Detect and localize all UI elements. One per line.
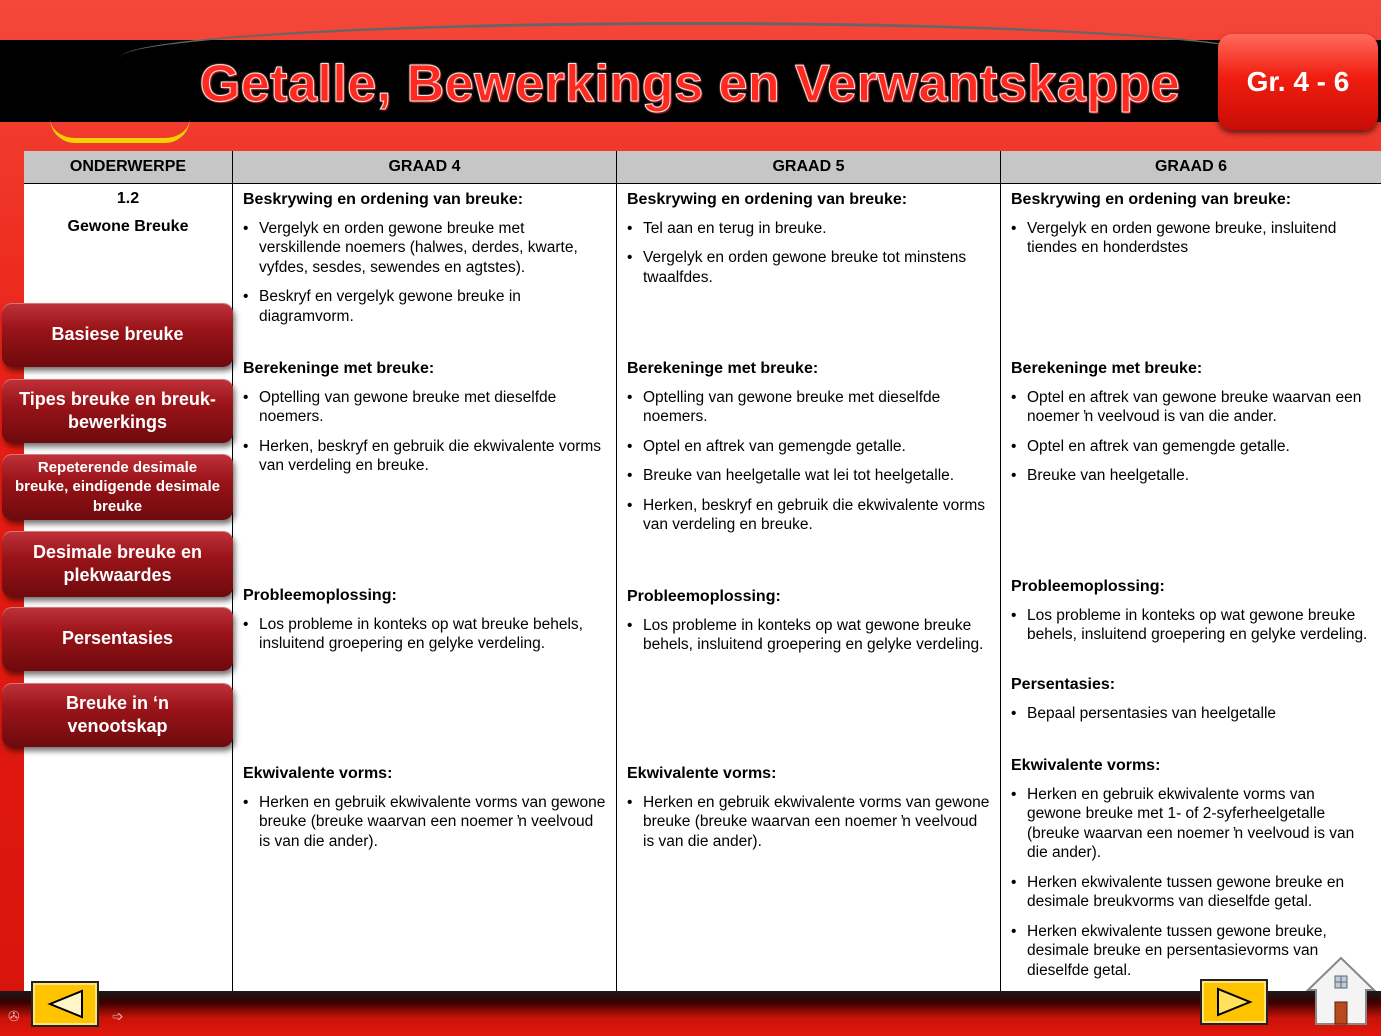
list-item: • Herken, beskryf en gebruik die ekwivalente vorms van verdeling en breuke. [627,496,992,535]
list-item: • Los probleme in konteks op wat gewone breuke behels, insluitend groepering en gelyke verdeling. [1011,606,1373,645]
list-item: • Bepaal persentasies van heelgetalle [1011,704,1373,724]
home-button[interactable] [1304,952,1378,1028]
section-title: Probleemoplossing: [243,587,397,604]
list-item: • Herken en gebruik ekwivalente vorms van gewone breuke (breuke waarvan een noemer ŉ veelvoud is van die ander). [243,793,608,852]
list-item: • Los probleme in konteks op wat breuke behels, insluitend groepering en gelyke verdeling. [243,615,608,654]
grade5-section-equivalent-forms [627,764,992,861]
list-item: • Tel aan en terug in breuke. [627,219,992,239]
grade5-section-calculations [627,359,992,545]
bottom-bar [0,991,1381,1036]
column-header-grade4: GRAAD 4 [233,151,616,184]
small-arrow-icon: ➩ [112,1008,124,1024]
section-title: Ekwivalente vorms: [1011,757,1161,774]
column-header-topics: ONDERWERPE [24,151,232,184]
column-header-grade5: GRAAD 5 [617,151,1000,184]
list-item: • Beskryf en vergelyk gewone breuke in diagramvorm. [243,287,608,326]
section-title: Persentasies: [1011,676,1116,693]
nav-button-breuke-venootskap[interactable]: Breuke in ‘n venootskap [2,683,233,747]
section-title: Beskrywing en ordening van breuke: [627,191,908,208]
list-item: • Optel en aftrek van gemengde getalle. [1011,437,1373,457]
section-title: Ekwivalente vorms: [627,765,777,782]
forward-button[interactable] [1200,979,1268,1025]
list-item: • Optel en aftrek van gemengde getalle. [627,437,992,457]
grade6-section-description [1011,190,1373,268]
back-button[interactable] [31,981,99,1027]
column-header-grade6: GRAAD 6 [1001,151,1381,184]
grade6-section-calculations [1011,359,1373,496]
list-item: • Herken ekwivalente tussen gewone breuke en desimale breukvorms van dieselfde getal. [1011,873,1373,912]
list-item: • Herken en gebruik ekwivalente vorms van gewone breuke (breuke waarvan een noemer ŉ veelvoud is van die ander). [627,793,992,852]
column-divider [616,151,617,991]
list-item: • Optelling van gewone breuke met dieselfde noemers. [627,388,992,427]
section-title: Beskrywing en ordening van breuke: [1011,191,1292,208]
column-divider [1000,151,1001,991]
list-item: • Vergelyk en orden gewone breuke, insluitend tiendes en honderdstes [1011,219,1373,258]
list-item: • Optel en aftrek van gewone breuke waarvan een noemer ŉ veelvoud is van die ander. [1011,388,1373,427]
page-title: Getalle, Bewerkings en Verwantskappe [199,55,1181,113]
nav-button-repeterende-desimale[interactable]: Repeterende desimale breuke, eindigende desimale breuke [2,454,233,520]
grade4-section-description [243,190,608,336]
section-title: Berekeninge met breuke: [1011,360,1203,377]
list-item: • Optelling van gewone breuke met dieselfde noemers. [243,388,608,427]
grade5-section-problem-solving [627,587,992,665]
nav-button-tipes-breuke[interactable]: Tipes breuke en breuk-bewerkings [2,379,233,443]
section-title: Probleemoplossing: [627,588,781,605]
list-item: • Los probleme in konteks op wat gewone breuke behels, insluitend groepering en gelyke verdeling. [627,616,992,655]
logo-decoration [50,118,190,143]
list-item: • Herken, beskryf en gebruik die ekwivalente vorms van verdeling en breuke. [243,437,608,476]
grade6-section-percentages [1011,675,1373,733]
speaker-icon[interactable]: ✇ [8,1008,20,1024]
topic-name: Gewone Breuke [67,218,189,235]
section-title: Berekeninge met breuke: [243,360,435,377]
list-item: • Herken en gebruik ekwivalente vorms van gewone breuke met 1- of 2-syferheelgetalle (breuke waarvan een noemer ŉ veelvoud is van die ander). [1011,785,1373,863]
nav-button-basiese-breuke[interactable]: Basiese breuke [2,303,233,367]
list-item: • Vergelyk en orden gewone breuke met verskillende noemers (halwes, derdes, kwarte, vyfdes, sesdes, sewendes en agtstes). [243,219,608,278]
section-title: Berekeninge met breuke: [627,360,819,377]
grade-badge: Gr. 4 - 6 [1218,34,1378,130]
list-item: • Vergelyk en orden gewone breuke tot minstens twaalfdes. [627,248,992,287]
nav-button-persentasies[interactable]: Persentasies [2,607,233,671]
list-item: • Breuke van heelgetalle. [1011,466,1373,486]
section-title: Ekwivalente vorms: [243,765,393,782]
back-arrow-icon [46,989,84,1019]
grade5-section-description [627,190,992,297]
forward-arrow-icon [1215,987,1253,1017]
grade4-section-calculations [243,359,608,486]
grade4-section-equivalent-forms [243,764,608,861]
list-item: • Breuke van heelgetalle wat lei tot heelgetalle. [627,466,992,486]
home-icon [1304,952,1378,1028]
list-item: • Herken ekwivalente tussen gewone breuke, desimale breuke en persentasievorms van dieselfde getal. [1011,922,1373,981]
section-title: Probleemoplossing: [1011,578,1165,595]
topic-number: 1.2 [116,190,140,207]
grade4-section-problem-solving [243,586,608,664]
section-title: Beskrywing en ordening van breuke: [243,191,524,208]
grade6-section-problem-solving [1011,577,1373,655]
nav-button-desimale-breuke[interactable]: Desimale breuke en plekwaardes [2,531,233,597]
